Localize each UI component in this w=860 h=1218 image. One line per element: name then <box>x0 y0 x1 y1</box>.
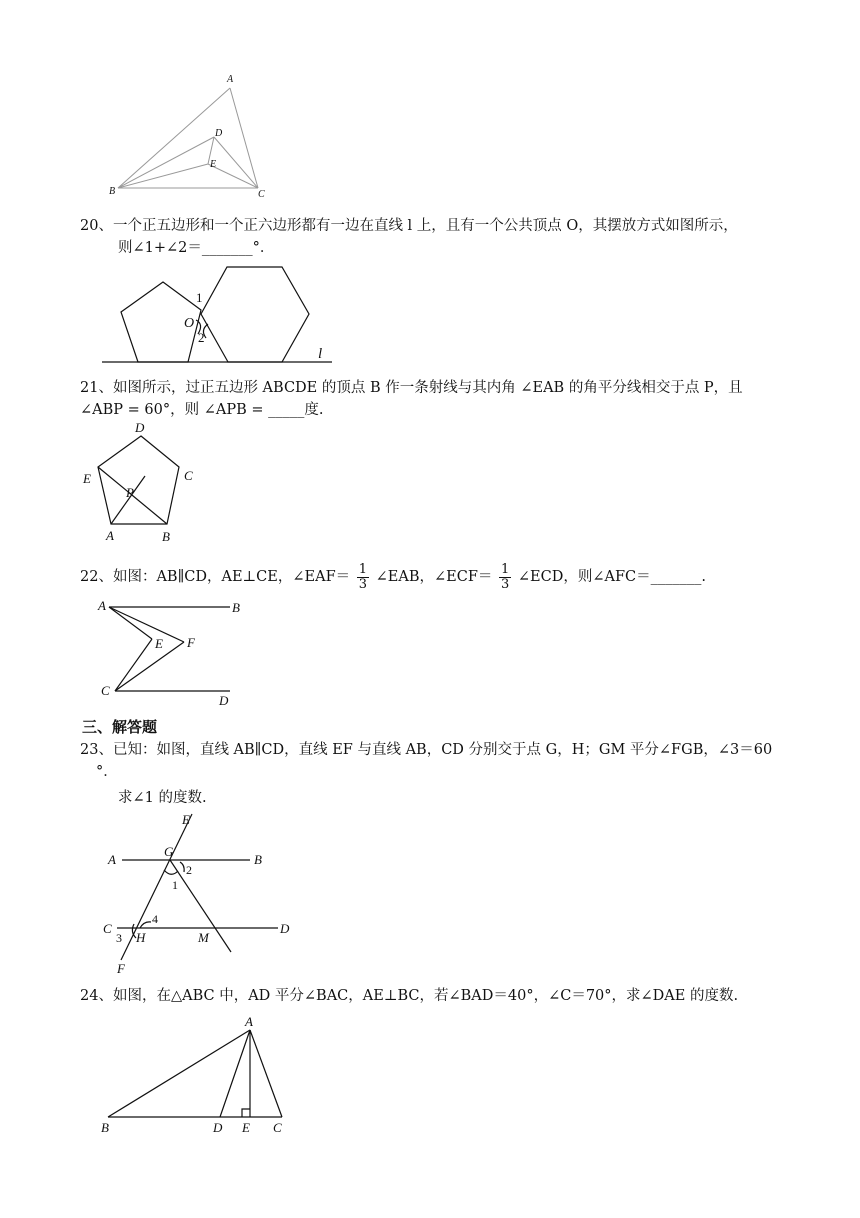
angle-4-label: 4 <box>152 912 158 926</box>
question-22-text-c: ∠ECD，则∠AFC＝_______. <box>517 569 706 585</box>
point-f-label: F <box>117 961 125 976</box>
point-a-label: A <box>98 598 106 613</box>
angle-1-label: 1 <box>172 878 178 892</box>
point-f-label: F <box>187 635 195 650</box>
question-23-line1: 23、已知：如图，直线 AB∥CD，直线 EF 与直线 AB，CD 分别交于点 G，H；GM 平分∠FGB，∠3＝60 <box>80 742 773 758</box>
question-22-text-b: ∠EAB，∠ECF＝ <box>375 569 493 585</box>
question-24 <box>80 985 738 1007</box>
point-e-label: E <box>182 812 190 827</box>
question-23-line3: 求∠1 的度数. <box>118 790 207 806</box>
question-22-text-a: 22、如图：AB∥CD，AE⊥CE，∠EAF＝ <box>80 569 351 585</box>
point-c-label: C <box>103 921 112 936</box>
point-b-label: B <box>232 600 240 615</box>
question-21-line1: 21、如图所示，过正五边形 ABCDE 的顶点 B 作一条射线与其内角 ∠EAB 的角平分线相交于点 P，且 <box>80 380 743 396</box>
vertex-o-label: O <box>184 316 195 331</box>
point-c-label: C <box>273 1120 282 1135</box>
point-c-label: C <box>101 683 110 698</box>
figure-regular-pentagon <box>78 422 218 548</box>
point-d-label: D <box>213 1120 223 1135</box>
fraction-one-third-2: $\frac{1}{3}$ <box>501 561 510 592</box>
point-b-label: B <box>254 852 262 867</box>
question-22 <box>80 557 706 597</box>
label-b: B <box>109 186 116 197</box>
question-20 <box>80 215 738 259</box>
point-e-label: E <box>155 636 163 651</box>
vertex-a-label: A <box>106 528 114 543</box>
point-h-label: H <box>136 930 146 945</box>
figure-pentagon-hexagon <box>100 262 340 368</box>
figure-triangle-abc-bisector <box>97 1014 307 1138</box>
question-23 <box>80 739 772 809</box>
point-a-label: A <box>108 852 116 867</box>
angle-1-label: 1 <box>196 290 203 305</box>
point-b-label: B <box>101 1120 109 1135</box>
vertex-d-label: D <box>135 420 145 435</box>
question-23-line2: °． <box>96 764 118 780</box>
angle-3-label: 3 <box>116 931 122 945</box>
figure-triangle-abc-de <box>100 70 280 200</box>
point-m-label: M <box>198 930 209 945</box>
label-a: A <box>227 74 234 85</box>
question-20-line1: 20、一个正五边形和一个正六边形都有一边在直线 l 上，且有一个公共顶点 O，其摆放方式如图所示， <box>80 218 738 234</box>
vertex-b-label: B <box>162 529 170 544</box>
point-p-label: P <box>126 485 134 500</box>
angle-2-label: 2 <box>186 863 192 877</box>
point-d-label: D <box>280 921 290 936</box>
point-a-label: A <box>245 1014 253 1029</box>
label-c: C <box>258 189 265 200</box>
figure-transversal-ef <box>100 810 300 976</box>
question-21-line2: ∠ABP = 60°，则 ∠APB = _____度. <box>80 402 324 418</box>
question-20-line2: 则∠1+∠2＝_______°． <box>118 240 275 256</box>
question-24-line1: 24、如图，在△ABC 中，AD 平分∠BAC，AE⊥BC，若∠BAD＝40°，∠C＝70°，求∠DAE 的度数. <box>80 988 739 1004</box>
angle-2-label: 2 <box>198 330 205 345</box>
label-e: E <box>210 159 217 170</box>
point-d-label: D <box>219 693 229 708</box>
point-e-label: E <box>242 1120 250 1135</box>
line-l-label: l <box>318 346 323 362</box>
section-heading: 三、解答题 <box>82 718 158 736</box>
question-21 <box>80 377 743 421</box>
fraction-one-third-1: $\frac{1}{3}$ <box>358 561 368 592</box>
vertex-c-label: C <box>184 468 193 483</box>
vertex-e-label: E <box>83 471 91 486</box>
label-d: D <box>215 128 223 139</box>
point-g-label: G <box>164 844 174 859</box>
figure-parallel-lines-aefc <box>95 596 255 710</box>
